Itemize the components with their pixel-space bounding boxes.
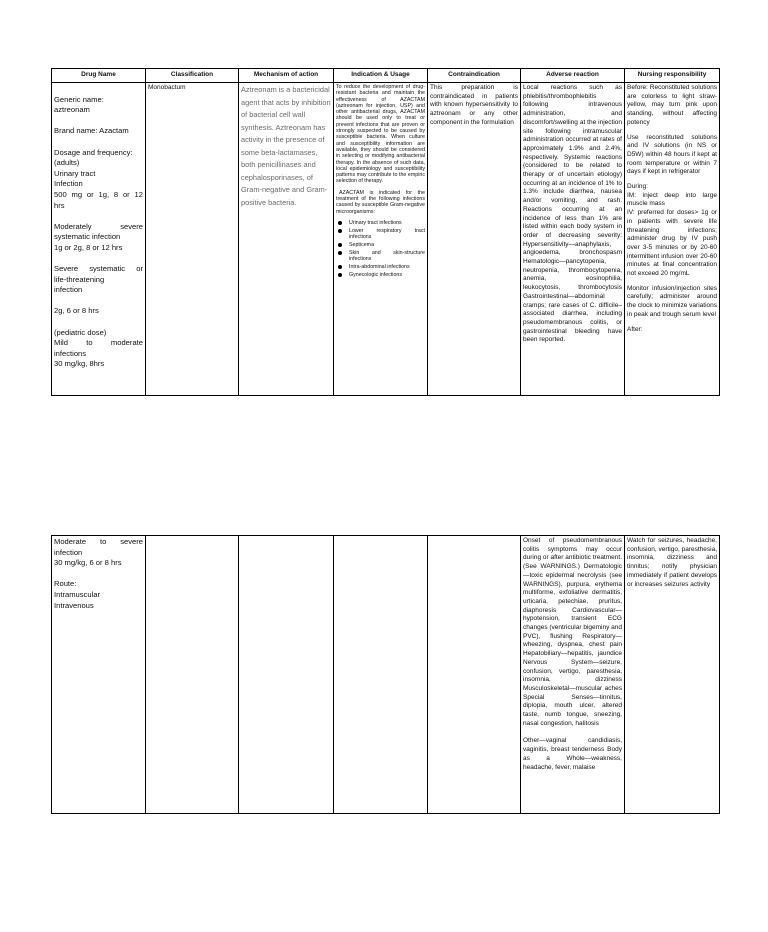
nursing-cell: Watch for seizures, headache, confusion, vertigo, paresthesia, insomnia, dizziness and tinnitus; notify physician immediately if patient develops or increases seizures activity: [625, 536, 720, 814]
adverse-reaction-cell: [521, 536, 625, 814]
list-item: Urinary tract infections: [336, 220, 425, 226]
indication-cell: [334, 83, 428, 396]
drug-name-line: Intramuscular: [54, 589, 101, 599]
drug-name-line: Moderate to severe: [54, 537, 143, 546]
header-classification: Classification: [146, 69, 239, 83]
indication-paragraph: AZACTAM is indicated for the treatment of the following infections caused by susceptible Gram-negative microorganisms:: [336, 189, 425, 215]
contraindication-cell: [428, 536, 521, 814]
header-adverse-reaction: Adverse reaction: [521, 69, 625, 83]
drug-name-line: Route:: [54, 579, 77, 589]
drug-table-page-1: [51, 68, 720, 396]
nursing-paragraph: IV: preferred for doses> 1g or in patients with severe life threatening infections; administer drug by IV push over 3-5 minutes or by 20-60 intermittent infusion over 20-60 minutes at final concentration not exceed 20 mg/mL: [627, 209, 717, 278]
drug-name-line: Dosage and frequency:: [54, 147, 133, 157]
drug-name-line: systematic infection: [54, 232, 121, 242]
drug-name-line: 30 mg/kg, 6 or 8 hrs: [54, 558, 122, 568]
adverse-reaction-cell: [521, 83, 625, 396]
header-indication: Indication & Usage: [334, 69, 428, 83]
table-header-row: [52, 69, 720, 83]
header-contraindication: Contraindication: [428, 69, 521, 83]
list-item: Skin and skin-structure infections: [336, 250, 425, 263]
line-gap: [54, 569, 143, 580]
drug-name-line: Mild to moderate: [54, 338, 143, 348]
header-drug-name: Drug Name: [52, 69, 146, 83]
drug-name-line: infection: [54, 285, 83, 295]
nursing-paragraph: Monitor infusion/injection sites carefully; administer around the clock to minimize variations in peak and trough serum level: [627, 284, 717, 318]
drug-name-line: 2g, 6 or 8 hrs: [54, 306, 99, 316]
line-gap: [54, 116, 143, 127]
nursing-paragraph: Before: Reconstituted solutions are colorless to light straw-yellow, may turn pink upon standing, without affecting potency: [627, 84, 717, 126]
classification-cell: Monobactum: [146, 83, 239, 396]
drug-name-line: aztreonam: [54, 105, 90, 115]
drug-name-cell: [52, 536, 146, 814]
nursing-paragraph: Use reconstituted solutions and IV solutions (in NS or D5W) within 48 hours if kept at room temperature or within 7 days if kept in refrigerator: [627, 133, 717, 176]
drug-table-page-2: [51, 535, 720, 814]
drug-name-line: (adults): [54, 158, 80, 168]
drug-name-line: Intravenous: [54, 600, 94, 610]
list-item: Gynecologic infections: [336, 272, 425, 278]
indication-list: [336, 220, 425, 278]
drug-name-line: 500 mg or 1g, 8 or 12: [54, 189, 143, 199]
nursing-paragraph: IM: inject deep into large muscle mass: [627, 191, 717, 208]
adverse-paragraph: Onset of pseudomembranous colitis symptoms may occur during or after antibiotic treatment. (See WARNINGS.) Dermatologic—toxic epidermal necrolysis (see WARNINGS), purpura, erythema multiforme, exfoliative dermatitis, urticaria, petechiae, pruritus, diaphoresis Cardiovascular—hypotension, transient ECG changes (ventricular bigeminy and PVC), flushing Respiratory—wheezing, dyspnea, chest pain Hepatobiliary—hepatitis, jaundice Nervous System—seizure, confusion, vertigo, paresthesia, insomnia, dizziness Musculoskeletal—muscular aches Special Senses—tinnitus, diplopia, mouth ulcer, altered taste, numb tongue, sneezing, nasal congestion, halitosis: [523, 537, 622, 727]
line-gap: [54, 254, 143, 265]
mechanism-cell: Aztreonam is a bactericidal agent that acts by inhibition of bacterial cell wall synthesis. Aztreonam has activity in the presence of some beta-lactamases, both penicillinases and cephalosporinases, of Gram-negative and Gram-positive bacteria.: [239, 83, 334, 396]
table-row: [52, 536, 720, 814]
line-gap: [54, 211, 143, 222]
drug-name-line: Urinary tract: [54, 168, 96, 178]
line-gap: [54, 317, 143, 328]
nursing-paragraph: During:: [627, 183, 648, 191]
drug-name-line: Infection: [54, 179, 83, 189]
list-item: Septicema: [336, 242, 425, 248]
drug-name-line: Severe systematic or: [54, 264, 143, 274]
drug-name-line: life-threatening: [54, 274, 105, 284]
header-nursing-responsibility: Nursing responsibility: [625, 69, 720, 83]
table-row: [52, 83, 720, 396]
drug-name-line: infections: [54, 348, 87, 358]
nursing-cell: [625, 83, 720, 396]
classification-cell: [146, 536, 239, 814]
header-mechanism: Mechanism of action: [239, 69, 334, 83]
line-gap: [54, 296, 143, 307]
drug-name-line: Generic name:: [54, 94, 104, 104]
drug-name-line: infection: [54, 547, 83, 557]
indication-cell: [334, 536, 428, 814]
drug-name-line: 30 mg/kg, 8hrs: [54, 359, 105, 369]
adverse-paragraph: Local reactions such as phlebitis/thrombophlebitis following intravenous administration, and discomfort/swelling at the injection site following intramuscular administration occurred at rates of approximately 1.9% and 2.4%, respectively. Systemic reactions (considered to be related to therapy or of uncertain etiology) occurring at an incidence of 1% to 1.3% include diarrhea, nausea and/or vomiting, and rash. Reactions occurring at an incidence of less than 1% are listed within each body system in order of decreasing severity: Hypersensitivity—anaphylaxis, angioedema, bronchospasm Hematologic—pancytopenia, neutropenia, thrombocytopenia, anemia, eosinophilia, leukocytosis, thrombocytosis Gastrointestinal—abdominal cramps; rare cases of C. difficile–associated diarrhea, including pseudomembranous colitis, or gastrointestinal bleeding have been reported.: [523, 84, 622, 344]
drug-name-cell: [52, 83, 146, 396]
drug-name-line: hrs: [54, 200, 65, 210]
list-item: Lower respiratory tract infections: [336, 228, 425, 241]
drug-name-line: Brand name: Azactam: [54, 126, 129, 136]
line-gap: [54, 84, 143, 95]
list-item: Intra-abdominal infections: [336, 264, 425, 270]
drug-name-line: (pediatric dose): [54, 327, 107, 337]
mechanism-cell: [239, 536, 334, 814]
contraindication-cell: This preparation is contraindicated in patients with known hypersensitivity to aztreonam or any other component in the formulation: [428, 83, 521, 396]
nursing-paragraph: After:: [627, 325, 643, 333]
adverse-paragraph: Other—vaginal candidiasis, vaginitis, breast tenderness Body as a Whole—weakness, headache, fever, malaise: [523, 737, 622, 771]
drug-name-line: 1g or 2g, 8 or 12 hrs: [54, 242, 123, 252]
line-gap: [54, 137, 143, 148]
drug-name-line: Moderately severe: [54, 221, 143, 231]
indication-paragraph: To reduce the development of drug-resistant bacteria and maintain the effectiveness of AZACTAM (aztreonam for injection, USP) and other antibacterial drugs, AZACTAM should be used only to treat or prevent infections that are proven or strongly suspected to be caused by susceptible bacteria. When culture and susceptibility information are available, they should be considered in selecting or modifying antibacterial therapy. In the absence of such data, local epidemiology and susceptibility patterns may contribute to the empiric selection of therapy.: [336, 84, 425, 185]
